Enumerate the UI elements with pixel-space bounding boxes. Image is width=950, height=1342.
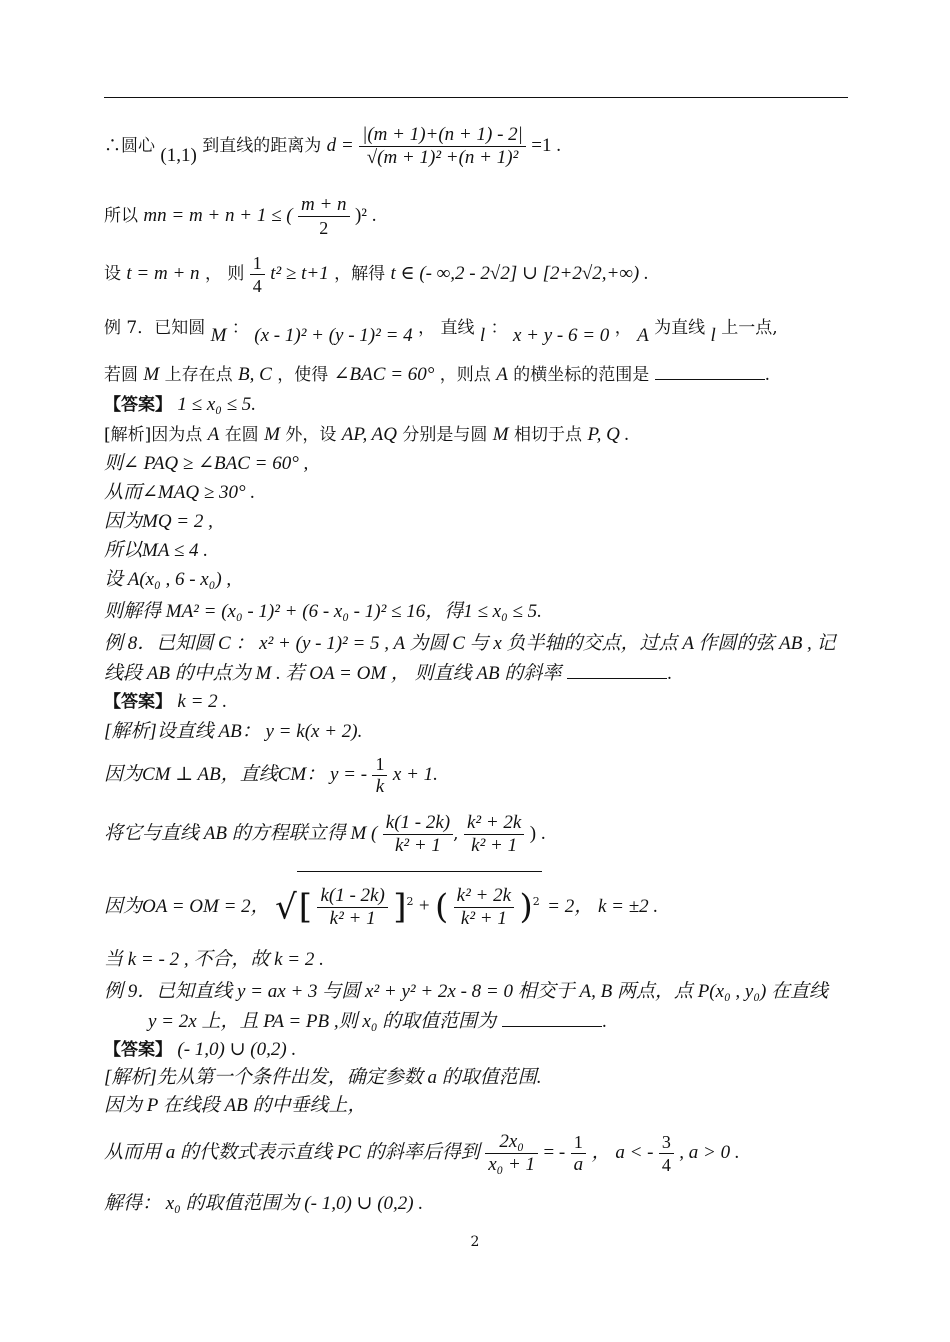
fraction — [250, 252, 265, 297]
math-line: 因为MQ = 2 , — [104, 511, 213, 532]
separator: , — [453, 824, 459, 844]
answer-8 — [104, 689, 848, 715]
math: 将它与直线 AB 的方程联立得 M ( — [104, 823, 378, 844]
answer-7 — [104, 392, 848, 418]
math: t² ≥ t+1 — [270, 263, 329, 284]
solution-7-line3 — [104, 480, 848, 506]
math: A — [496, 364, 508, 385]
denominator: x₀ + 1 — [488, 1154, 536, 1175]
document-body — [104, 112, 848, 1217]
answer-label: 【答案】 — [104, 692, 172, 712]
numerator: k(1 - 2k) — [317, 885, 387, 908]
text: 若圆 — [104, 365, 138, 385]
text: ，解得 — [334, 264, 386, 284]
text: . — [666, 664, 673, 684]
math-line: 例 8．已知圆 C ： x² + (y - 1)² = 5 , A 为圆 C 与 x 负半轴的交点，过点 A 作圆的弦 AB , 记 — [104, 633, 836, 654]
example-7-line2 — [104, 358, 848, 392]
text: 为直线 — [654, 318, 706, 338]
math: M — [143, 364, 160, 385]
denominator: 4 — [252, 276, 262, 296]
sqrt-sign: √ — [275, 887, 297, 928]
paren: ) — [519, 887, 533, 928]
math: l — [710, 325, 716, 346]
answer-9 — [104, 1037, 848, 1063]
page-number: 2 — [470, 1234, 480, 1250]
text: [解析]因为点 — [104, 425, 203, 445]
text: ，则点 — [439, 365, 491, 385]
math: x + y - 6 = 0 — [512, 325, 610, 346]
numerator: |(m + 1)+(n + 1) - 2| — [359, 124, 526, 147]
text: ∴圆心 — [104, 136, 155, 156]
denominator: √(m + 1)² +(n + 1)² — [366, 147, 519, 168]
text: 的横坐标的范围是 — [513, 365, 650, 385]
denominator: a — [573, 1154, 584, 1175]
fraction-x — [383, 812, 453, 857]
fraction — [317, 885, 387, 930]
math-line: 例 9．已知直线 y = ax + 3 与圆 x² + y² + 2x - 8 = 0 相交于 A, B 两点，点 P(x₀ , y₀) 在直线 — [104, 981, 829, 1002]
math-line: 当 k = - 2 , 不合，故 k = 2 . — [104, 949, 324, 970]
solution-8-line1 — [104, 719, 848, 745]
example-7-line1 — [104, 308, 848, 348]
text: 相切于点 — [514, 425, 583, 445]
answer-blank — [567, 662, 667, 679]
math: M — [492, 424, 509, 445]
text: ， — [614, 318, 632, 338]
fraction — [659, 1131, 674, 1176]
numerator: 2x₀ — [485, 1131, 538, 1154]
fraction — [372, 753, 387, 798]
text: ， 直线 — [418, 318, 475, 338]
text: 例 7．已知圆 — [104, 318, 206, 338]
numerator: 1 — [250, 252, 265, 275]
numerator: 3 — [659, 1131, 674, 1154]
answer-value: (- 1,0) ∪ (0,2) . — [177, 1039, 297, 1060]
solution-7-line2 — [104, 451, 848, 477]
exponent: 2 — [532, 895, 540, 909]
solution-8-line3 — [104, 805, 848, 863]
solution-7-line7 — [104, 599, 848, 625]
text: 到直线的距离为 — [202, 136, 322, 156]
answer-label: 【答案】 — [104, 1040, 172, 1060]
solution-9-line2 — [104, 1093, 848, 1119]
example-9-line2 — [104, 1009, 848, 1035]
math: mn = m + n + 1 ≤ ( — [143, 205, 293, 226]
denominator: k² + 1 — [460, 908, 507, 929]
math: (x - 1)² + (y - 1)² = 4 — [254, 325, 413, 346]
fraction — [298, 194, 350, 239]
denominator: 2 — [319, 218, 329, 238]
math-line: y = 2x 上，且 PA = PB ,则 x₀ 的取值范围为 — [148, 1011, 497, 1032]
text: 设 — [104, 264, 121, 284]
math: 从而用 a 的代数式表示直线 PC 的斜率后得到 — [104, 1142, 480, 1163]
answer-label: 【答案】 — [104, 395, 172, 415]
math: 因为CM ⊥ AB，直线CM： y = - — [104, 764, 368, 785]
text: 所以 — [104, 206, 138, 226]
answer-blank — [655, 363, 765, 380]
math-line: 因为 P 在线段 AB 的中垂线上， — [104, 1095, 367, 1116]
math: x + 1. — [392, 764, 438, 785]
answer-blank — [502, 1010, 602, 1027]
solution-8-line2 — [104, 747, 848, 803]
text: ： — [231, 318, 249, 338]
solution-8-line5 — [104, 947, 848, 973]
solution-7-line1 — [104, 422, 848, 448]
fraction — [454, 885, 514, 930]
bracket: ] — [393, 887, 407, 928]
numerator: k² + 2k — [464, 812, 524, 835]
text: =1 . — [531, 135, 562, 156]
solution-9-line4 — [104, 1191, 848, 1217]
math: = - — [543, 1142, 566, 1163]
answer-value: k = 2 . — [177, 691, 228, 712]
math: t ∈ (- ∞,2 - 2√2] ∪ [2+2√2,+∞) . — [390, 263, 649, 284]
math: A — [207, 424, 220, 445]
math-line: 从而∠MAQ ≥ 30° . — [104, 482, 256, 503]
text: ， 则 — [204, 264, 245, 284]
numerator: 1 — [372, 753, 387, 776]
math: l — [479, 325, 486, 346]
text: ： — [490, 318, 508, 338]
numerator: m + n — [298, 194, 350, 217]
math-line: 则∠ PAQ ≥ ∠BAC = 60° , — [104, 453, 309, 474]
text: . — [764, 365, 771, 385]
solution-7-line6 — [104, 567, 848, 593]
math-line: 所以MA ≤ 4 . — [104, 540, 209, 561]
math: B, C — [238, 364, 272, 385]
solution-9-line3 — [104, 1123, 848, 1183]
math: M — [264, 424, 280, 445]
math: ， a < - — [591, 1142, 654, 1163]
fraction-y — [464, 812, 524, 857]
fraction — [571, 1131, 587, 1176]
math: ) . — [529, 823, 546, 844]
text: ，使得 — [277, 365, 329, 385]
text: 外，设 — [285, 425, 337, 445]
example-9-line1 — [104, 979, 848, 1005]
text: 分别是与圆 — [402, 425, 488, 445]
text: . — [601, 1012, 607, 1032]
fraction — [485, 1131, 538, 1176]
denominator: 4 — [661, 1155, 671, 1175]
example-8-line1 — [104, 631, 848, 657]
math-line: 线段 AB 的中点为 M . 若 OA = OM ， 则直线 AB 的斜率 — [104, 663, 562, 684]
denominator: k — [375, 776, 385, 797]
math: ∠BAC = 60° — [333, 364, 435, 385]
math: A — [637, 325, 649, 346]
text: 上存在点 — [164, 365, 233, 385]
math-line: 则解得 MA² = (x₀ - 1)² + (6 - x₀ - 1)² ≤ 16，得1 ≤ x₀ ≤ 5. — [104, 601, 542, 622]
denominator: k² + 1 — [394, 835, 441, 856]
solution-9-line1 — [104, 1065, 848, 1091]
line-distance — [104, 112, 848, 180]
math-line: 设 A(x₀ , 6 - x₀) , — [104, 569, 232, 590]
math: AP, AQ — [341, 424, 397, 445]
example-8-line2 — [104, 661, 848, 687]
math-d: d = — [326, 135, 354, 156]
solution-7-line5 — [104, 538, 848, 564]
numerator: k(1 - 2k) — [383, 812, 453, 835]
text: 上一点, — [721, 318, 778, 338]
denominator: k² + 1 — [329, 908, 376, 929]
paren: ( — [435, 887, 449, 928]
text: 在圆 — [224, 425, 259, 445]
line-mn — [104, 188, 848, 244]
plus-sign: + — [418, 896, 430, 917]
bracket: [ — [298, 887, 313, 928]
math: t = m + n — [126, 263, 200, 284]
math-line: [解析]先从第一个条件出发，确定参数 a 的取值范围. — [104, 1067, 542, 1088]
sqrt-body — [297, 871, 542, 937]
numerator: k² + 2k — [454, 885, 514, 908]
math-line: [解析]设直线 AB： y = k(x + 2). — [104, 721, 363, 742]
math-line: 解得： x₀ 的取值范围为 (- 1,0) ∪ (0,2) . — [104, 1193, 424, 1214]
line-t — [104, 246, 848, 302]
math: )² . — [354, 205, 377, 226]
math: 因为OA = OM = 2， — [104, 896, 270, 917]
math: , a > 0 . — [679, 1142, 740, 1163]
math: M — [210, 325, 227, 346]
math: = 2， k = ±2 . — [547, 896, 659, 917]
exponent: 2 — [406, 895, 414, 909]
numerator: 1 — [571, 1131, 587, 1154]
solution-7-line4 — [104, 509, 848, 535]
solution-8-line4 — [104, 871, 848, 943]
answer-value: 1 ≤ x₀ ≤ 5. — [177, 394, 257, 415]
distance-fraction — [359, 124, 526, 169]
math: P, Q . — [587, 424, 630, 445]
denominator: k² + 1 — [471, 835, 518, 856]
center-coord: (1,1) — [160, 145, 197, 166]
header-rule — [104, 97, 848, 98]
